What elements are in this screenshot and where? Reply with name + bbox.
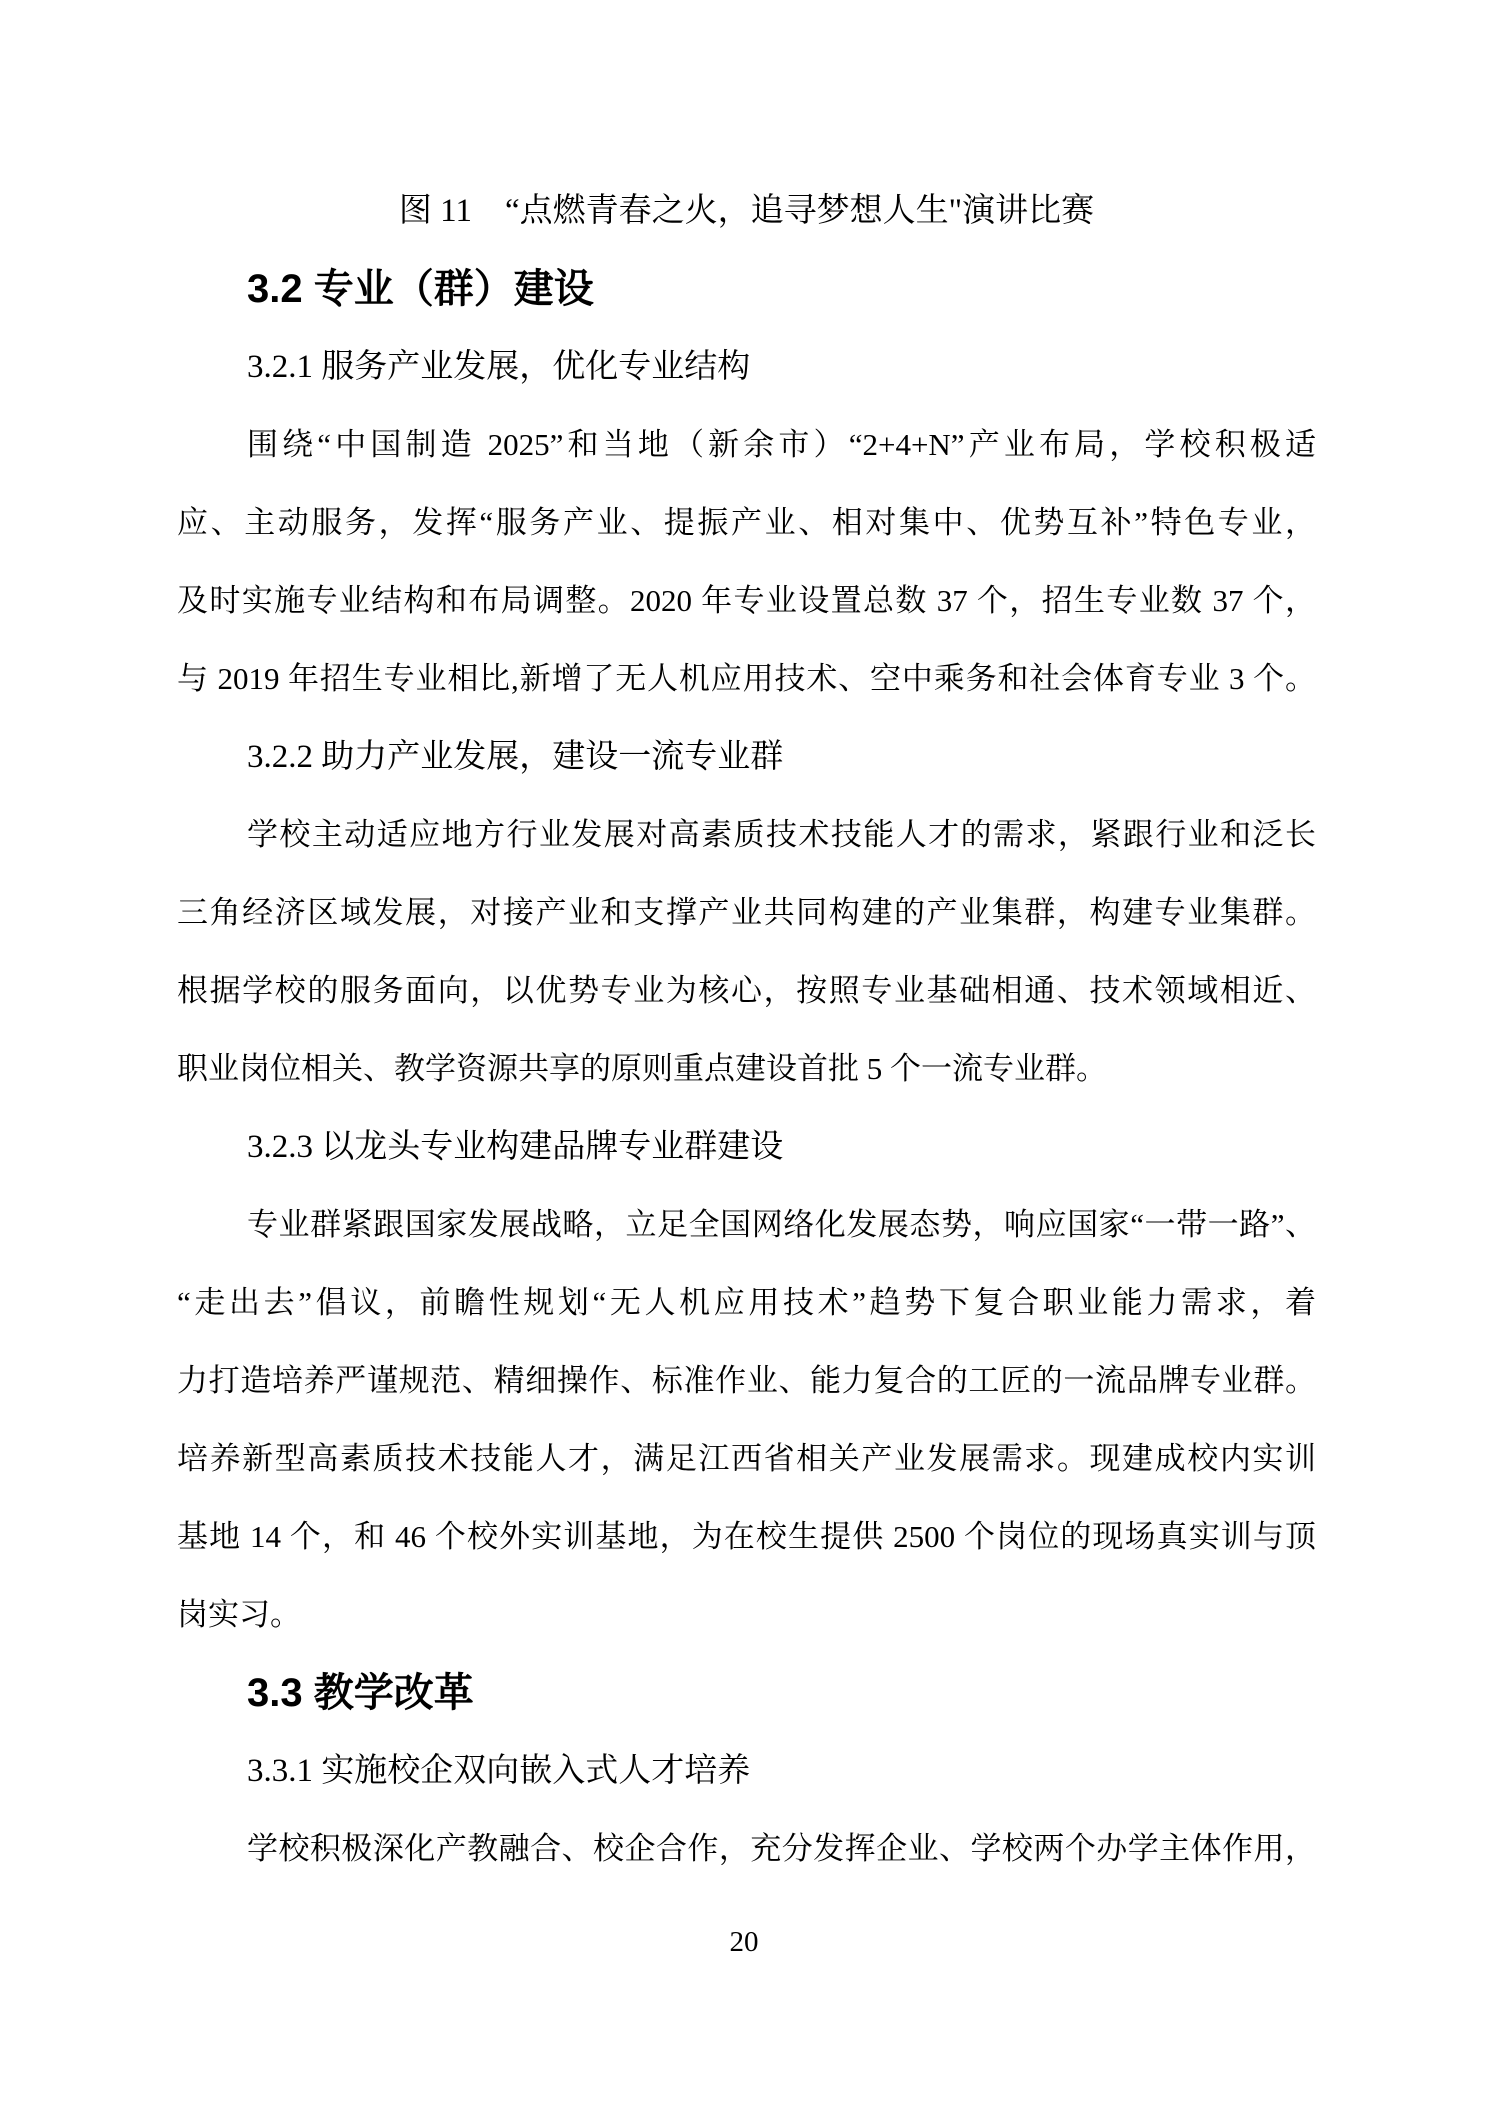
para2-line4: 职业岗位相关、教学资源共享的原则重点建设首批 5 个一流专业群。 (177, 1051, 1107, 1086)
para3-line2: “走出去”倡议，前瞻性规划“无人机应用技术”趋势下复合职业能力需求，着 (177, 1285, 1316, 1320)
page-number: 20 (729, 1926, 759, 1958)
section-heading-3-2: 3.2 专业（群）建设 (247, 267, 594, 311)
para2-line1: 学校主动适应地方行业发展对高素质技术技能人才的需求，紧跟行业和泛长 (247, 817, 1316, 852)
subsection-heading-3-2-3: 3.2.3 以龙头专业构建品牌专业群建设 (247, 1129, 784, 1165)
figure-caption: 图 11 “点燃青春之火，追寻梦想人生"演讲比赛 (398, 193, 1095, 229)
subsection-heading-3-2-1: 3.2.1 服务产业发展，优化专业结构 (247, 349, 751, 385)
document-body (177, 172, 1316, 1888)
para2-line3: 根据学校的服务面向，以优势专业为核心，按照专业基础相通、技术领域相近、 (177, 973, 1316, 1008)
para3-line1: 专业群紧跟国家发展战略，立足全国网络化发展态势，响应国家“一带一路”、 (247, 1207, 1316, 1242)
para1-line4: 与 2019 年招生专业相比,新增了无人机应用技术、空中乘务和社会体育专业 3 个。 (177, 661, 1316, 696)
subsection-heading-3-3-1: 3.3.1 实施校企双向嵌入式人才培养 (247, 1753, 751, 1789)
para3-line4: 培养新型高素质技术技能人才，满足江西省相关产业发展需求。现建成校内实训 (177, 1441, 1316, 1476)
para2-line2: 三角经济区域发展，对接产业和支撑产业共同构建的产业集群，构建专业集群。 (177, 895, 1316, 930)
para1-line2: 应、主动服务，发挥“服务产业、提振产业、相对集中、优势互补”特色专业， (177, 505, 1316, 540)
subsection-heading-3-2-2: 3.2.2 助力产业发展，建设一流专业群 (247, 739, 784, 775)
para4-line1: 学校积极深化产教融合、校企合作，充分发挥企业、学校两个办学主体作用， (247, 1831, 1316, 1866)
section-heading-3-3: 3.3 教学改革 (247, 1671, 474, 1715)
para3-line5: 基地 14 个，和 46 个校外实训基地，为在校生提供 2500 个岗位的现场真实训与顶 (177, 1519, 1316, 1554)
para3-line3: 力打造培养严谨规范、精细操作、标准作业、能力复合的工匠的一流品牌专业群。 (177, 1363, 1316, 1398)
para1-line1: 围绕“中国制造 2025”和当地（新余市）“2+4+N”产业布局，学校积极适 (247, 427, 1316, 462)
para1-line3: 及时实施专业结构和布局调整。2020 年专业设置总数 37 个，招生专业数 37 个， (177, 583, 1316, 618)
para3-line6: 岗实习。 (177, 1597, 301, 1632)
